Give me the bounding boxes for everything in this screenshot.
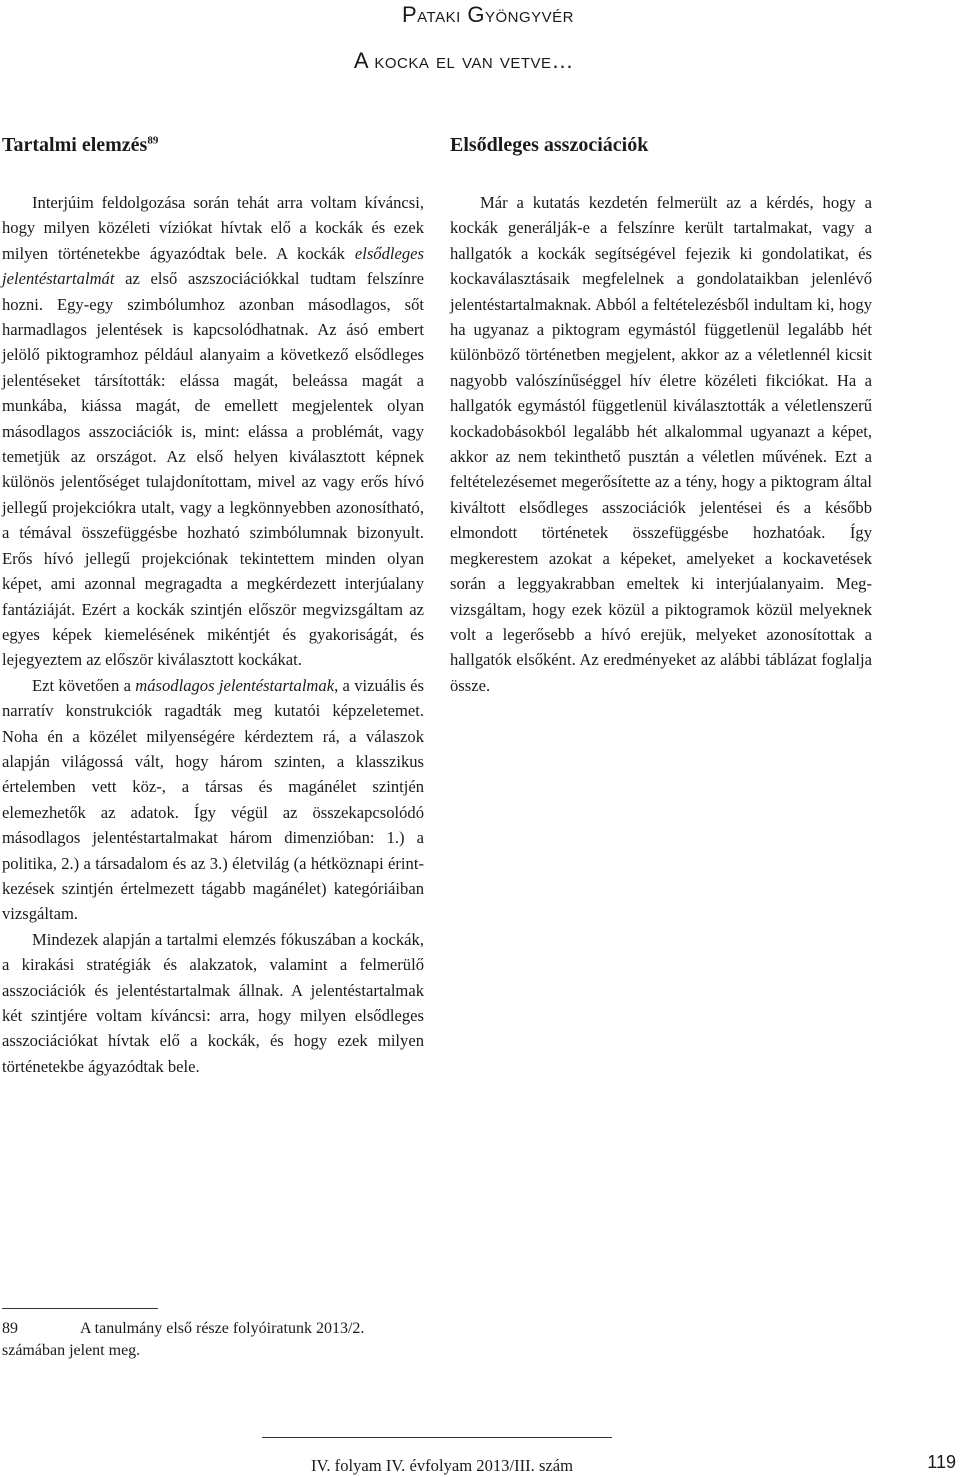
footnote-marker: 89	[147, 134, 159, 147]
text-run: az első aszszociációkkal tudtam felszínre hozni. Egy-egy szimbólumhoz azonban másodlagos, sőt harmadlagos jelentések is kapcsolódhatnak. Az ásó embert jelölő piktogramhoz például alanyaim a következő elsődleges jelentéseket társították: elássa magát, beleássa magát a munkába, kiássa magát, de emellett megjelentek olyan másodlagos asszociációk is, mint: elássa a problémát, vagy temetjük az országot. Az első helyen kiválasztott képnek különös jelentőséget tulajdonítottam, mivel az vagy erős hívó jellegű projekciókra utalt, vagy a legkönnyebben azonosítható, a témával összefüggésbe hozható szimbólumnak bizonyult. Erős hívó jellegű projekciónak tekintettem minden olyan képet, ami azonnal megragadta a megkérdezett interjúalany fantáziáját. Ezért a kockák szintjén először megvizsgáltam az egyes képek kiemelésének mikéntjét és gyakoriságát, és lejegyeztem az először kiválasztott kockákat.	[2, 269, 424, 670]
text-run: Interjúim feldolgozása során tehát arra voltam kíváncsi, hogy milyen közéleti víziókat hívtak elő a kockák és ezek milyen történetekbe ágyazódtak bele. A kockák	[2, 193, 424, 263]
footnote-divider	[2, 1308, 158, 1309]
heading-text: Tartalmi elemzés	[2, 134, 148, 156]
text-run: Ezt követően a	[32, 675, 136, 695]
emphasis: elsődleges jelentéstartalmát	[2, 243, 424, 289]
paragraph: Már a kutatás kezdetén felmerült az a kérdés, hogy a kockák generálják-e a felszínre került tartalmakat, vagy a hallgatók a kockák segítségével fejezik ki gondolatikat, és kockaválasztásaik megfelelnek a gondolataikban jelenlévő jelentéstartalmaknak. Abból a feltételezésből indultam ki, hogy ha ugyanaz a piktogram egymástól függetlenül legalább hét különböző történetben megjelent, akkor az a véletlennél kicsit nagyobb valószínűséggel hív életre közéleti fikciókat. Ha a hallgatók egymástól függetlenül kiválasztották a véletlenszerű kockadobásokból legalább hét alkalommal ugyanazt a képet, akkor az nem tekinthető pusztán a véletlen művének. Ezt a feltételezésemet megerősítette az a tény, hogy a piktogram által kiváltott elsődleges asszociációk jelentései és a később elmondott történetek összefüggésbe hozhatóak. Így megkerestem azokat a képeket, amelyeket a kockavetések során a leggyakrabban emeltek ki interjúalanyaim. Megvizsgáltam, hogy ezek közül a piktogramok közül melyeknek volt a legerősebb a hívó erejük, melyeket azonosítottak a hallgatók elsőként. Az eredményeket az alábbi táblázat foglalja össze.	[450, 193, 872, 695]
paragraph	[2, 190, 424, 673]
footnote-text: A tanulmány első része folyóiratunk 2013/2. számában jelent meg.	[2, 1320, 365, 1359]
page-number: 119	[927, 1452, 956, 1472]
text-run: , a vizuális és narratív konstrukciók ragadták meg kutatói képzeletemet. Noha én a közélet milyenségére kérdeztem rá, a válaszok alapján világossá vált, hogy három szinten, a klasszikus értelemben vett köz-, a társas és magánélet szintjén elemezhetők az adatok. Így végül az összekapcsolódó másodlagos jelentéstartalmakat három dimenzióban: 1.) a politika, 2.) a társadalom és az 3.) életvilág (a hétköznapi érintkezések szintjén értelmezett tágabb magánélet) kategóriáiban vizsgáltam.	[2, 675, 424, 924]
footer-divider	[262, 1437, 612, 1438]
section-heading-content-analysis	[2, 130, 424, 160]
footer-issue-info: IV. folyam IV. évfolyam 2013/III. szám	[311, 1456, 574, 1475]
paragraph: Mindezek alapján a tartalmi elemzés fókuszában a kockák, a kirakási stratégiák és alakzatok, valamint a felmerülő asszociációk és jelentéstartalmak állnak. A jelentéstartalmak két szintjére voltam kíváncsi: arra, hogy milyen elsődleges asszociációkat hívtak elő a kockák, és hogy ezek milyen történetekbe ágyazódtak bele.	[2, 929, 424, 1076]
footnote-number: 89	[2, 1320, 18, 1337]
paragraph	[2, 673, 424, 927]
running-head-author: Pataki Gyöngyvér	[401, 2, 574, 27]
right-column	[450, 130, 872, 698]
running-head-title: A kocka el van vetve…	[353, 48, 574, 73]
footnote	[2, 1318, 427, 1362]
left-column	[2, 130, 424, 1079]
section-heading-primary-associations: Elsődleges asszociációk	[450, 134, 649, 156]
emphasis: másodlagos jelentéstartalmak	[135, 675, 335, 695]
